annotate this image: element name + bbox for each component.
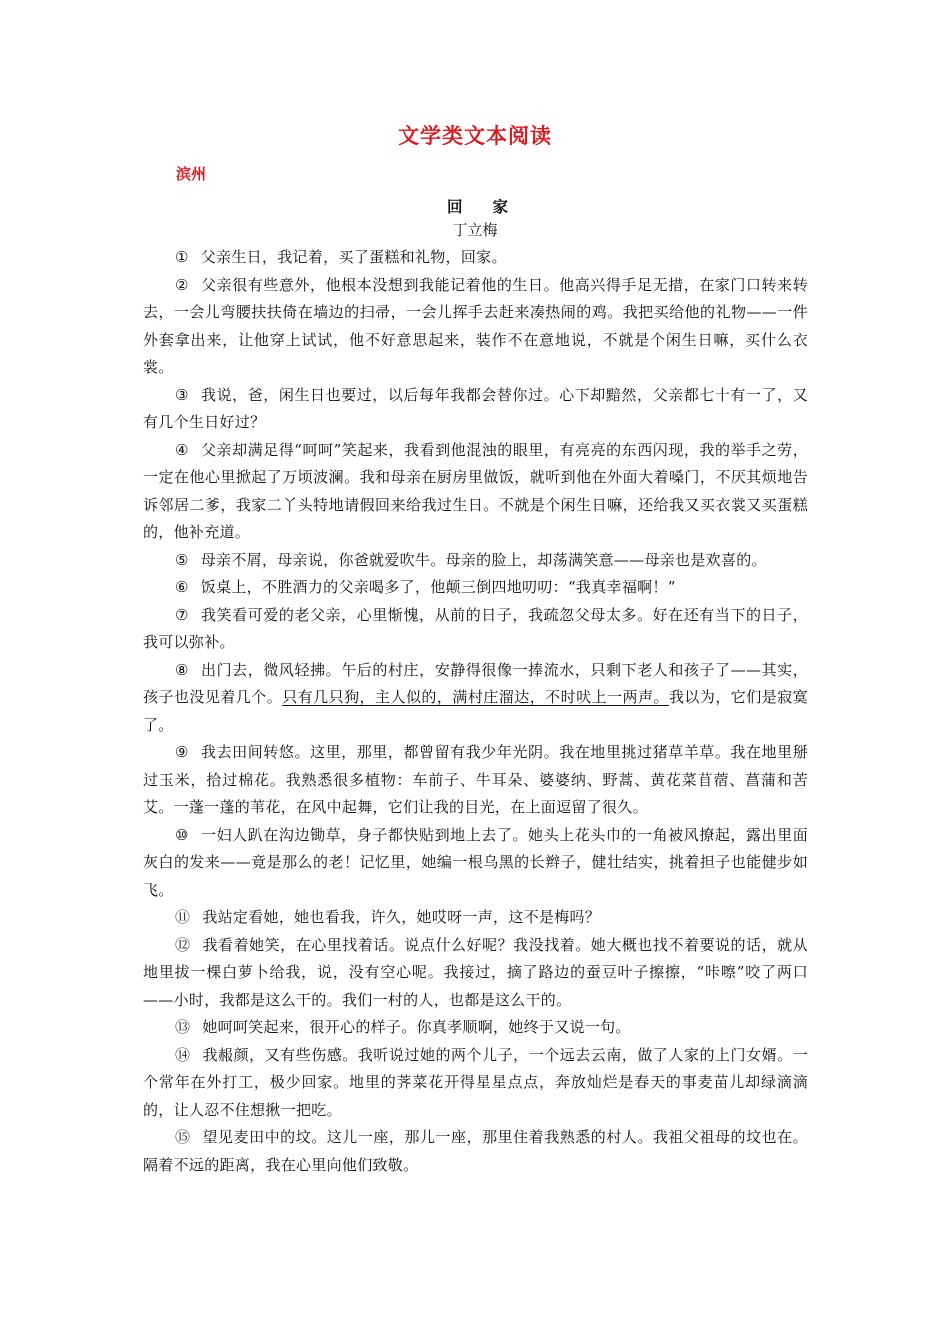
- paragraph-number: ⑪: [175, 908, 191, 926]
- paragraph-text: 父亲很有些意外，他根本没想到我能记着他的生日。他高兴得手足无措，在家门口转来转去，一会儿弯腰扶扶倚在墙边的扫帚，一会儿挥手去赶来凑热闹的鸡。我把买给他的礼物——一件外套拿出来，让他穿上试试，他不好意思起来，装作不在意地说，不就是个闲生日嘛，买什么衣裳。: [143, 275, 808, 376]
- paragraph-number: ③: [175, 385, 190, 404]
- paragraph-text: 望见麦田中的坟。这儿一座，那儿一座，那里住着我熟悉的村人。我祖父祖母的坟也在。隔着不远的距离，我在心里向他们致敬。: [143, 1128, 808, 1174]
- paragraph-text: 出门去，微风轻拂。午后的村庄，安静得很像一捧流水，只剩下老人和孩子了——其实，孩子也没见着几个。: [143, 660, 808, 706]
- paragraph-text: 母亲不屑，母亲说，你爸就爱吹牛。母亲的脸上，却荡满笑意——母亲也是欢喜的。: [200, 550, 767, 569]
- paragraph-text: 父亲却满足得“呵呵”笑起来，我看到他混浊的眼里，有亮亮的东西闪现，我的举手之劳，一定在他心里掀起了万顷波澜。我和母亲在厨房里做饭，就听到他在外面大着嗓门，不厌其烦地告诉邻居二爹，我家二丫头特地请假回来给我过生日。不就是个闲生日嘛，还给我又买衣裳又买蛋糕的，他补充道。: [143, 440, 808, 541]
- document-title: 文学类文本阅读: [398, 124, 552, 148]
- paragraph-number: ②: [175, 275, 190, 294]
- paragraph-text: 我看着她笑，在心里找着话。说点什么好呢？我没找着。她大概也找不着要说的话，就从地里拔一棵白萝卜给我，说，没有空心呢。我接过，摘了路边的蚕豆叶子擦擦，“咔嚓”咬了两口——小时，我都是这么干的。我们一村的人，也都是这么干的。: [143, 935, 808, 1009]
- paragraph-text: 我赧颜，又有些伤感。我听说过她的两个儿子，一个远去云南，做了人家的上门女婿。一个常年在外打工，极少回家。地里的荠菜花开得星星点点，奔放灿烂是春天的事麦苗儿却绿滴滴的，让人忍不住想揪一把吃。: [143, 1045, 808, 1119]
- paragraph: [143, 1124, 808, 1179]
- paragraph: [143, 657, 808, 740]
- paragraph-text: 父亲生日，我记着，买了蛋糕和礼物，回家。: [200, 248, 507, 266]
- paragraph-number: ⑮: [175, 1128, 191, 1146]
- paragraph: [143, 244, 808, 272]
- paragraph-number: ⑨: [175, 743, 190, 761]
- underlined-sentence: 只有几只狗，主人似的，满村庄溜达，不时吠上一两声。: [282, 688, 669, 706]
- paragraph-text: 她呵呵笑起来，很开心的样子。你真孝顺啊，她终于又说一句。: [202, 1018, 631, 1036]
- paragraph-text: 一妇人趴在沟边锄草，身子都快贴到地上去了。她头上花头巾的一角被风撩起，露出里面灰白的发来——竟是那么的老！记忆里，她编一根乌黑的长辫子，健壮结实，挑着担子也能健步如飞。: [143, 825, 808, 899]
- paragraph-text: 饭桌上，不胜酒力的父亲喝多了，他颠三倒四地叨叨：“我真幸福啊！”: [200, 578, 676, 596]
- paragraph-number: ⑫: [175, 935, 191, 954]
- essay-title: 回家: [446, 198, 538, 216]
- essay-author: 丁立梅: [452, 221, 498, 239]
- paragraph-number: ⑥: [175, 578, 189, 596]
- paragraph-number: ⑦: [175, 605, 190, 624]
- paragraph-number: ①: [175, 248, 189, 266]
- paragraph-number: ⑤: [175, 550, 189, 569]
- paragraph: [143, 272, 808, 382]
- essay-body: [143, 244, 808, 1179]
- paragraph: [143, 437, 808, 547]
- paragraph: [143, 547, 808, 575]
- paragraph-text: 我笑看可爱的老父亲，心里惭愧，从前的日子，我疏忽父母太多。好在还有当下的日子，我可以弥补。: [143, 605, 808, 651]
- paragraph-text: 我说，爸，闲生日也要过，以后每年我都会替你过。心下却黯然，父亲都七十有一了，又有几个生日好过？: [143, 385, 808, 431]
- paragraph: [143, 574, 808, 602]
- paragraph-text: 我站定看她，她也看我，许久，她哎呀一声，这不是梅吗？: [202, 908, 601, 926]
- paragraph-text: 我去田间转悠。这里，那里，都曾留有我少年光阴。我在地里挑过猪草羊草。我在地里掰过玉米，拾过棉花。我熟悉很多植物：车前子、牛耳朵、婆婆纳、野蒿、黄花菜苜蓿、菖蒲和苦艾。一蓬一蓬的苇花，在风中起舞，它们让我的目光，在上面逗留了很久。: [143, 743, 808, 816]
- paragraph: [143, 382, 808, 437]
- paragraph-number: ⑧: [175, 660, 190, 679]
- paragraph-text-continued: 我以为，它们是寂寞了。: [143, 688, 808, 734]
- paragraph-number: ⑬: [175, 1018, 191, 1036]
- paragraph-number: ⑩: [175, 825, 190, 844]
- paragraph: [143, 822, 808, 905]
- paragraph: [143, 932, 808, 1015]
- paragraph: [143, 1042, 808, 1125]
- region-label: 滨州: [176, 165, 207, 183]
- paragraph: [143, 739, 808, 822]
- paragraph: [143, 602, 808, 657]
- paragraph: [143, 1014, 808, 1042]
- paragraph: [143, 904, 808, 932]
- paragraph-number: ⑭: [175, 1045, 191, 1064]
- paragraph-number: ④: [175, 440, 189, 459]
